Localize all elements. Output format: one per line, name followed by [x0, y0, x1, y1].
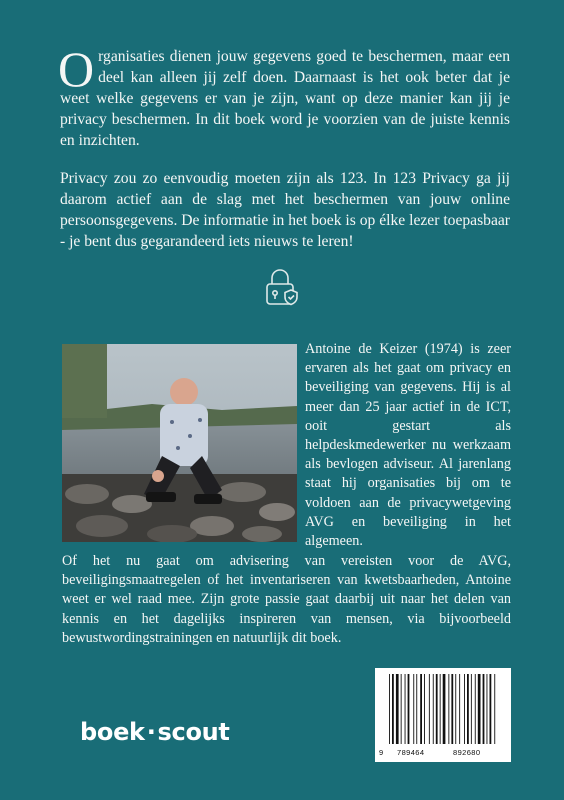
author-bio-beside-photo: Antoine de Keizer (1974) is zeer ervaren als het gaat om privacy en beveiliging van gegevens. Hij is al meer dan 25 jaar actief in de ICT, ooit gestart als helpdeskmedewerker nu werkzaam als bevlogen adviseur. Al jarenlang staat hij organisaties bij om te voldoen aan de privacywetgeving AVG en beveiliging in het algemeen.: [305, 341, 511, 550]
barcode-bars: [383, 674, 503, 746]
drop-cap: O: [58, 41, 95, 97]
isbn-lead-digit: 9: [379, 748, 384, 757]
publisher-logo-part2: scout: [157, 718, 230, 746]
intro-paragraph-2: Privacy zou zo eenvoudig moeten zijn als 123. In 123 Privacy ga jij daarom actief aan de slag met het beschermen van jouw online persoonsgegevens. De informatie in het boek is op élke lezer toepasbaar - je bent dus gegarandeerd iets nieuws te leren!: [60, 170, 510, 250]
author-bio-continued: Of het nu gaat om advisering van vereisten voor de AVG, beveiligingsmaatregelen of het inventariseren van kwetsbaarheden, Antoine weet er wel raad mee. Zijn grote passie gaat daarbij uit naar het delen van kennis en het dagelijks inspireren van mensen, via bijvoorbeeld bewustwordingstrainingen en natuurlijk dit boek.: [62, 553, 511, 646]
publisher-logo: [80, 718, 230, 746]
intro-paragraph-1-text: rganisaties dienen jouw gegevens goed te beschermen, maar een deel kan alleen jij zelf doen. Daarnaast is het ook beter dat je weet welke gegevens er van je zijn, want op deze manier kan jij je privacy beschermen. In dit boek word je voorzien van de juiste kennis en inzichten.: [60, 48, 510, 149]
isbn-group-2: 892680: [453, 748, 481, 757]
author-photo: [62, 344, 297, 542]
padlock-shield-icon: [264, 268, 300, 308]
intro-paragraph-1: [58, 41, 510, 151]
isbn-barcode: [375, 668, 511, 762]
publisher-logo-separator: ·: [146, 718, 156, 746]
publisher-logo-part1: boek: [80, 718, 145, 746]
isbn-group-1: 789464: [397, 748, 425, 757]
